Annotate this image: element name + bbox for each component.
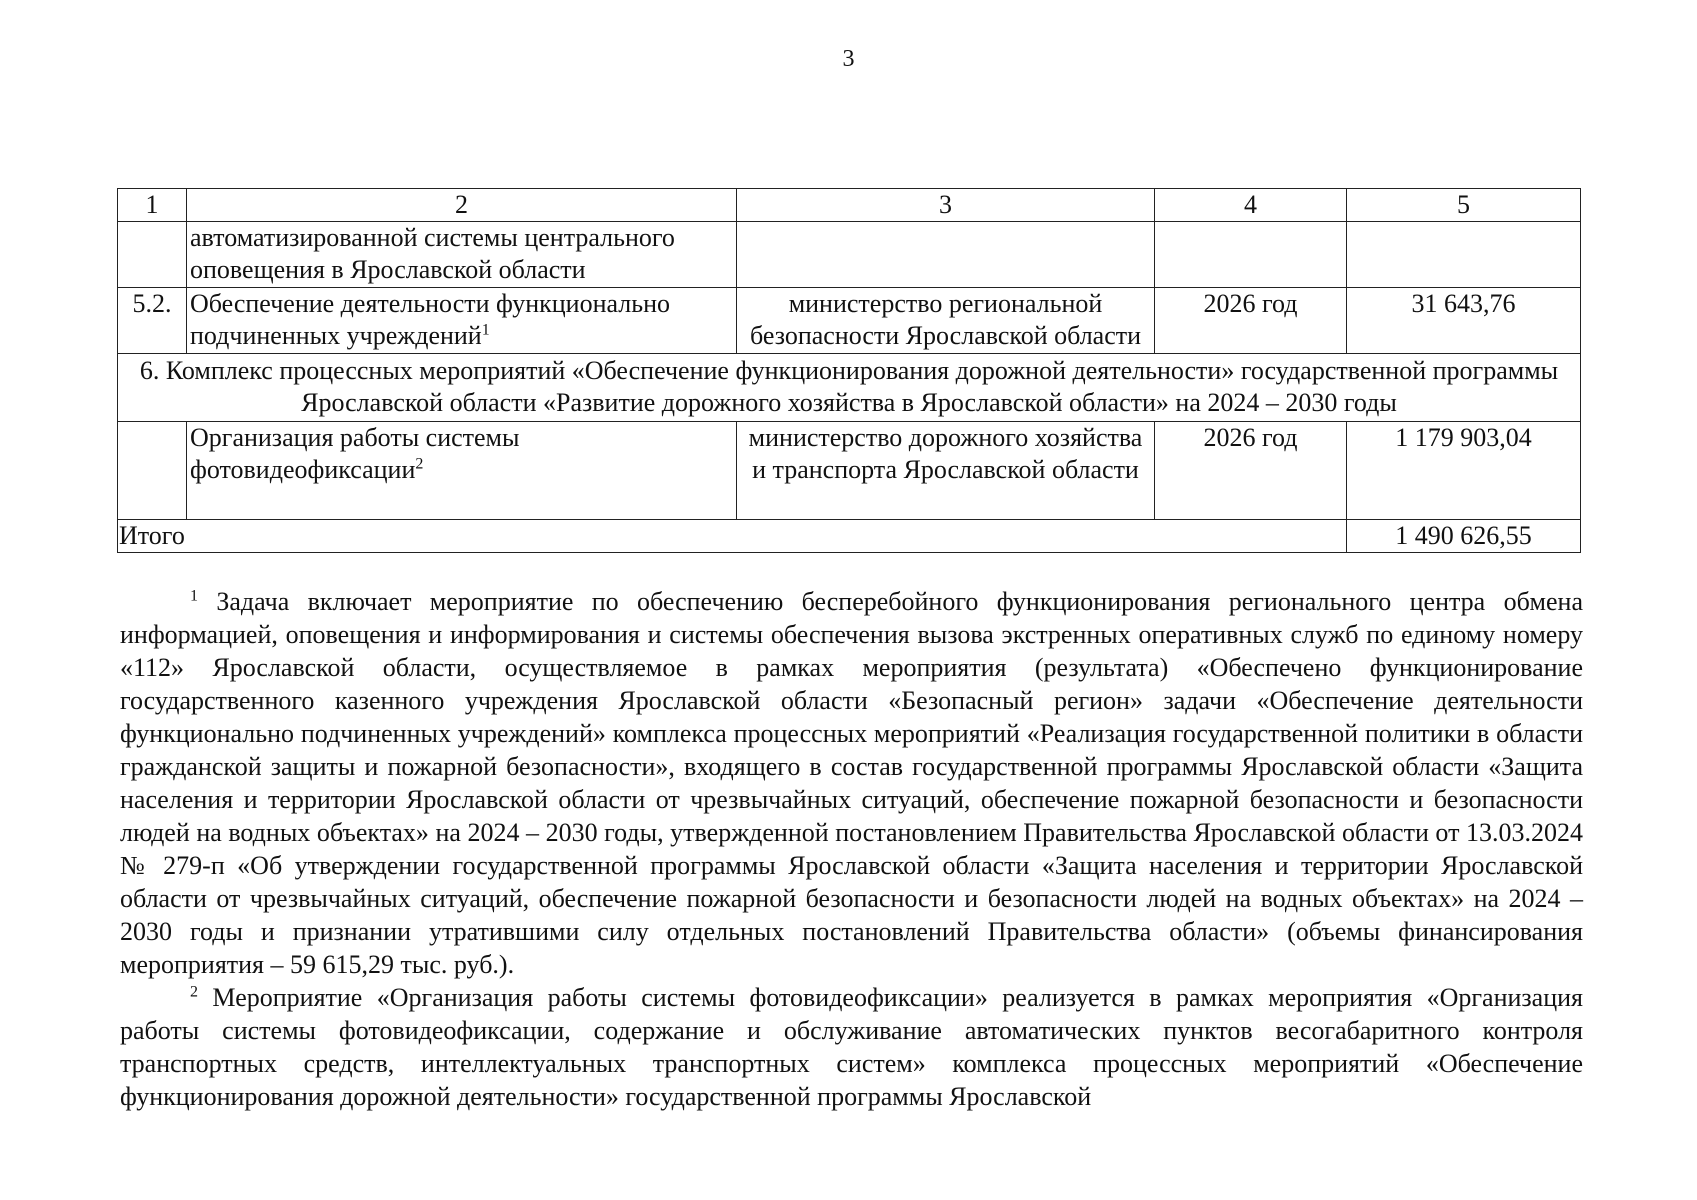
total-row xyxy=(118,520,1581,553)
activity-name: Обеспечение деятельности функционально подчиненных учреждений$^1$ xyxy=(187,288,737,354)
budget-table xyxy=(117,188,1581,553)
table-cell: автоматизированной системы центрального оповещения в Ярославской области xyxy=(187,222,737,288)
footnote-mark: 2 xyxy=(190,983,198,1001)
activity-name: Организация работы системы фотовидеофиксации$^2$ xyxy=(187,422,737,520)
footnote-1 xyxy=(120,585,1583,981)
table-header-cell: 2 xyxy=(187,189,737,222)
year: 2026 год xyxy=(1155,288,1347,354)
table-header-row xyxy=(118,189,1581,222)
table-cell xyxy=(1347,222,1581,288)
footnote-ref: 2 xyxy=(415,455,424,473)
footnotes xyxy=(120,585,1583,1113)
row-number: 5.2. xyxy=(118,288,187,354)
executor: министерство дорожного хозяйства и транспорта Ярославской области xyxy=(737,422,1155,520)
amount: 31 643,76 xyxy=(1347,288,1581,354)
table-cell xyxy=(1155,222,1347,288)
table-header-cell: 3 xyxy=(737,189,1155,222)
table-row xyxy=(118,222,1581,288)
footnote-text: Задача включает мероприятие по обеспечению бесперебойного функционирования регионального центра обмена информацией, оповещения и информирования и системы обеспечения вызова экстренных оперативных служб по единому номеру «112» Ярославской области, осуществляемое в рамках мероприятия (результата) «Обеспечено функционирование государственного казенного учреждения Ярославской области «Безопасный регион» задачи «Обеспечение деятельности функционально подчиненных учреждений» комплекса процессных мероприятий «Реализация государственной политики в области гражданской защиты и пожарной безопасности», входящего в состав государственной программы Ярославской области «Защита населения и территории Ярославской области от чрезвычайных ситуаций, обеспечение пожарной безопасности и безопасности людей на водных объектах» на 2024 – 2030 годы, утвержденной постановлением Правительства Ярославской области от 13.03.2024 № 279-п «Об утверждении государственной программы Ярославской области «Защита населения и территории Ярославской области от чрезвычайных ситуаций, обеспечение пожарной безопасности и безопасности людей на водных объектах» на 2024 – 2030 годы и признании утратившими силу отдельных постановлений Правительства области» (объемы финансирования мероприятия – 59 615,29 тыс. руб.). xyxy=(120,587,1583,979)
table-header-cell: 1 xyxy=(118,189,187,222)
footnote-ref: 1 xyxy=(481,321,490,339)
section-title: 6. Комплекс процессных мероприятий «Обеспечение функционирования дорожной деятельности» государственной программы Ярославской области «Развитие дорожного хозяйства в Ярославской области» на 2024 – 2030 годы xyxy=(118,354,1581,422)
footnote-2 xyxy=(120,981,1583,1113)
total-amount: 1 490 626,55 xyxy=(1347,520,1581,553)
amount: 1 179 903,04 xyxy=(1347,422,1581,520)
section-row xyxy=(118,354,1581,422)
table-cell xyxy=(118,222,187,288)
table-header-cell: 5 xyxy=(1347,189,1581,222)
table-row xyxy=(118,422,1581,520)
table-header-cell: 4 xyxy=(1155,189,1347,222)
row-number xyxy=(118,422,187,520)
table-row xyxy=(118,288,1581,354)
executor: министерство региональной безопасности Ярославской области xyxy=(737,288,1155,354)
footnote-text: Мероприятие «Организация работы системы фотовидеофиксации» реализуется в рамках мероприятия «Организация работы системы фотовидеофиксации, содержание и обслуживание автоматических пунктов весогабаритного контроля транспортных средств, интеллектуальных транспортных систем» комплекса процессных мероприятий «Обеспечение функционирования дорожной деятельности» государственной программы Ярославской xyxy=(120,983,1584,1111)
footnote-mark: 1 xyxy=(190,587,198,605)
year: 2026 год xyxy=(1155,422,1347,520)
total-label: Итого xyxy=(118,520,1347,553)
page-number: 3 xyxy=(842,46,855,72)
table-cell xyxy=(737,222,1155,288)
